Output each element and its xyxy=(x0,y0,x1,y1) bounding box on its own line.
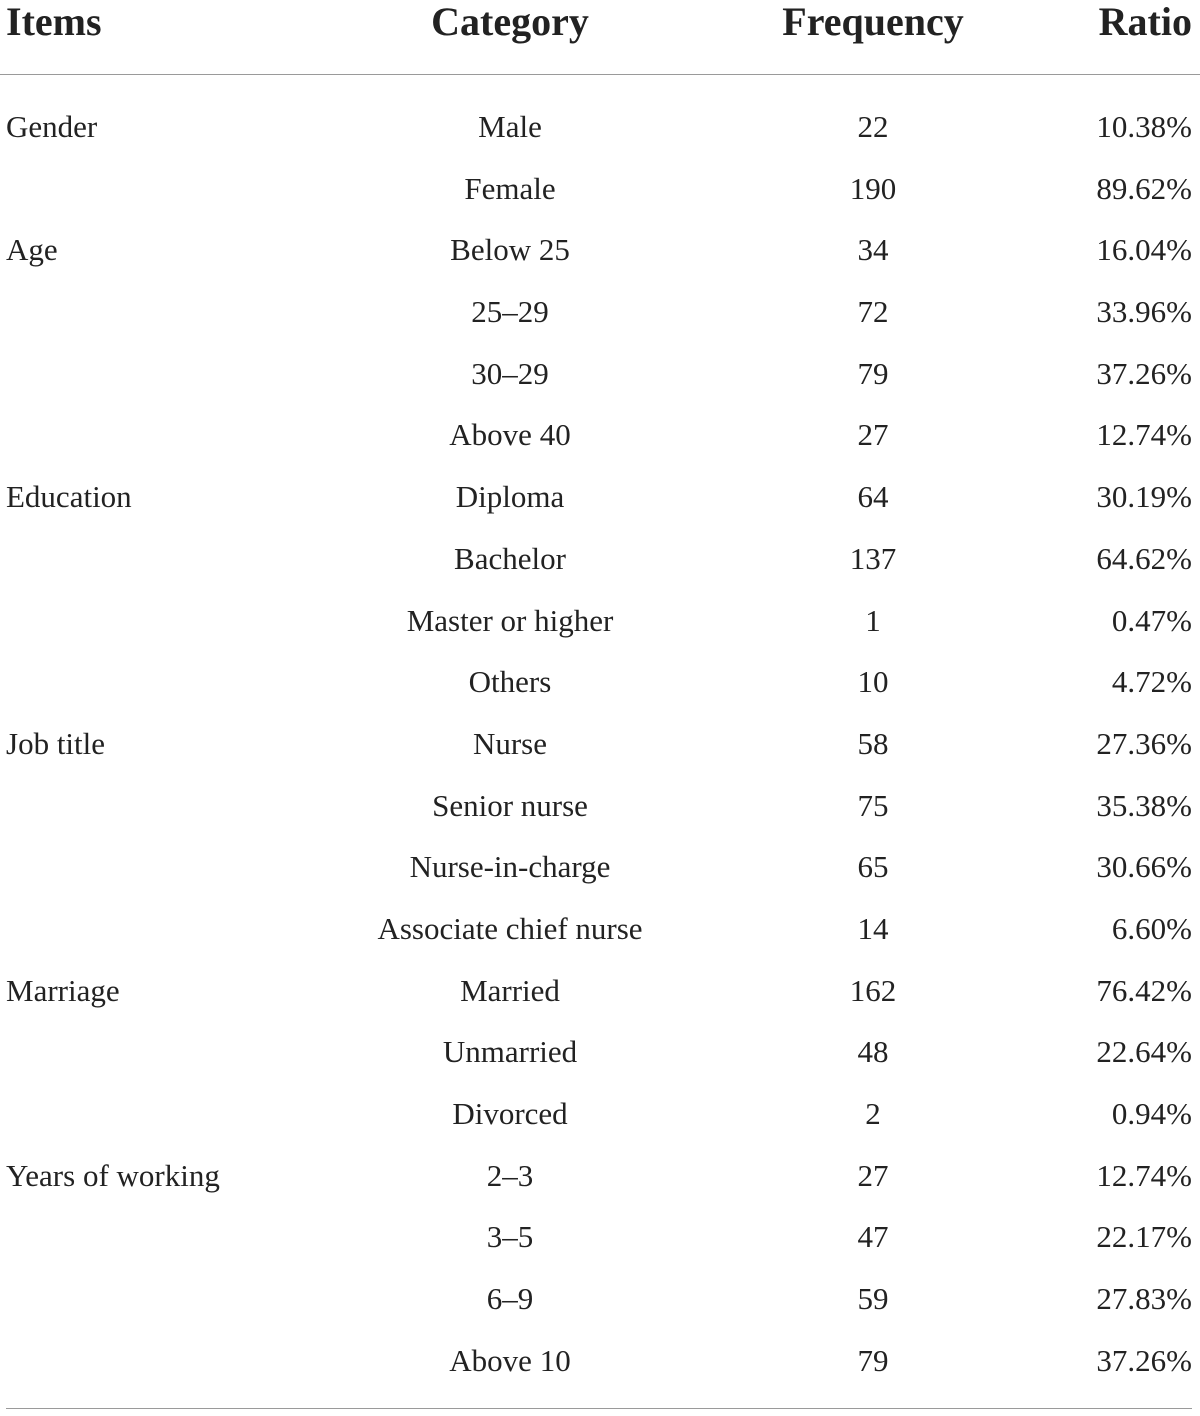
table-row xyxy=(0,713,1200,775)
cell-frequency: 1 xyxy=(865,602,881,638)
table-bottom-rule xyxy=(6,1408,1192,1409)
cell-frequency: 58 xyxy=(857,725,889,761)
cell-category: Senior nurse xyxy=(432,787,588,823)
cell-category: 25–29 xyxy=(471,294,549,330)
table-row xyxy=(0,898,1200,960)
cell-ratio: 0.47% xyxy=(1111,602,1192,638)
cell-item: Years of working xyxy=(6,1157,220,1193)
table-header xyxy=(0,0,1200,75)
cell-category: Bachelor xyxy=(454,540,566,576)
cell-item: Job title xyxy=(6,725,106,761)
table-row xyxy=(0,158,1200,220)
cell-category: 6–9 xyxy=(486,1281,534,1317)
table-row xyxy=(0,1083,1200,1145)
header-frequency: Frequency xyxy=(782,0,964,44)
header-category: Category xyxy=(431,0,589,44)
cell-category: Female xyxy=(464,170,556,206)
table-row xyxy=(0,836,1200,898)
cell-frequency: 59 xyxy=(857,1281,889,1317)
cell-frequency: 22 xyxy=(857,109,889,144)
cell-frequency: 65 xyxy=(857,849,889,885)
cell-ratio: 35.38% xyxy=(1096,787,1192,823)
cell-ratio: 22.64% xyxy=(1096,1034,1192,1070)
cell-ratio: 30.66% xyxy=(1096,849,1192,885)
table-row xyxy=(0,281,1200,343)
cell-ratio: 27.36% xyxy=(1096,725,1192,761)
table-row xyxy=(0,466,1200,528)
table-body xyxy=(0,96,1200,1391)
cell-frequency: 10 xyxy=(857,664,889,700)
cell-ratio: 22.17% xyxy=(1096,1219,1192,1255)
table-row xyxy=(0,96,1200,158)
cell-category: Associate chief nurse xyxy=(377,910,643,946)
table-row xyxy=(0,775,1200,837)
cell-ratio: 6.60% xyxy=(1111,910,1192,946)
header-ratio: Ratio xyxy=(1098,0,1192,44)
cell-frequency: 137 xyxy=(849,540,897,576)
cell-ratio: 76.42% xyxy=(1096,972,1192,1008)
cell-frequency: 75 xyxy=(857,787,889,823)
table-row xyxy=(0,1145,1200,1207)
cell-frequency: 64 xyxy=(857,479,889,515)
cell-category: Diploma xyxy=(455,479,565,515)
cell-frequency: 27 xyxy=(857,1157,889,1193)
cell-category: Married xyxy=(460,972,560,1008)
cell-ratio: 37.26% xyxy=(1096,355,1192,391)
cell-frequency: 2 xyxy=(865,1096,881,1131)
table-row xyxy=(0,1021,1200,1083)
header-items: Items xyxy=(6,0,102,44)
table-row xyxy=(0,343,1200,405)
cell-item: Age xyxy=(6,232,58,268)
cell-frequency: 27 xyxy=(857,417,889,453)
cell-ratio: 16.04% xyxy=(1096,232,1192,268)
cell-category: Others xyxy=(468,664,552,700)
table-row xyxy=(0,1206,1200,1268)
table-row xyxy=(0,528,1200,590)
cell-category: Below 25 xyxy=(450,232,570,268)
cell-category: Divorced xyxy=(452,1096,568,1131)
cell-ratio: 12.74% xyxy=(1096,1157,1192,1193)
table-row xyxy=(0,404,1200,466)
cell-item: Gender xyxy=(6,109,98,144)
cell-category: Male xyxy=(478,109,542,144)
cell-ratio: 33.96% xyxy=(1096,294,1192,330)
cell-frequency: 14 xyxy=(857,910,889,946)
cell-ratio: 30.19% xyxy=(1096,479,1192,515)
cell-frequency: 162 xyxy=(849,972,897,1008)
cell-frequency: 79 xyxy=(857,1342,889,1378)
cell-category: Above 10 xyxy=(449,1342,571,1378)
table-row xyxy=(0,1330,1200,1392)
cell-frequency: 190 xyxy=(849,170,897,206)
table-row xyxy=(0,219,1200,281)
table-row xyxy=(0,960,1200,1022)
cell-frequency: 72 xyxy=(857,294,889,330)
cell-frequency: 79 xyxy=(857,355,889,391)
cell-frequency: 34 xyxy=(857,232,889,268)
cell-category: Unmarried xyxy=(442,1034,578,1070)
cell-ratio: 4.72% xyxy=(1111,664,1192,700)
cell-frequency: 48 xyxy=(857,1034,889,1070)
cell-category: Nurse xyxy=(472,725,548,761)
cell-category: 2–3 xyxy=(486,1157,534,1193)
cell-category: Above 40 xyxy=(449,417,571,453)
cell-category: Master or higher xyxy=(406,602,614,638)
cell-ratio: 27.83% xyxy=(1096,1281,1192,1317)
cell-ratio: 37.26% xyxy=(1096,1342,1192,1378)
cell-category: 30–29 xyxy=(471,355,549,391)
cell-ratio: 64.62% xyxy=(1096,540,1192,576)
table-row xyxy=(0,1268,1200,1330)
cell-ratio: 89.62% xyxy=(1096,170,1192,206)
table-row xyxy=(0,590,1200,652)
cell-ratio: 0.94% xyxy=(1111,1096,1192,1131)
table-row xyxy=(0,651,1200,713)
cell-ratio: 12.74% xyxy=(1096,417,1192,453)
cell-category: Nurse-in-charge xyxy=(409,849,611,885)
cell-ratio: 10.38% xyxy=(1096,109,1192,144)
cell-item: Education xyxy=(6,479,132,515)
cell-frequency: 47 xyxy=(857,1219,889,1255)
cell-item: Marriage xyxy=(6,972,120,1008)
cell-category: 3–5 xyxy=(486,1219,534,1255)
